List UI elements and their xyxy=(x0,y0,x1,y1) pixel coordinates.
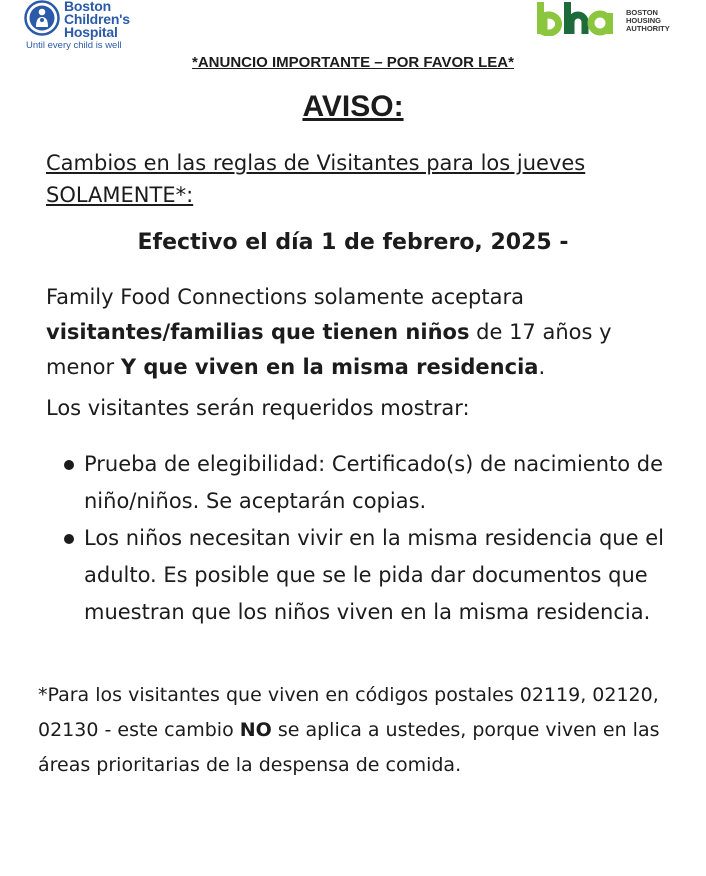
eligibility-text-3: . xyxy=(538,355,546,379)
bha-word-3: AUTHORITY xyxy=(626,24,670,33)
bch-name xyxy=(64,0,130,39)
bch-tagline: Until every child is well xyxy=(26,40,122,51)
important-notice-headline: *ANUNCIO IMPORTANTE – POR FAVOR LEA* xyxy=(192,54,514,71)
bch-name-line1: Boston xyxy=(64,0,112,14)
eligibility-paragraph xyxy=(46,280,666,385)
requirement-text: Prueba de elegibilidad: Certificado(s) de nacimiento de niño/niños. Se aceptarán copias. xyxy=(84,452,664,513)
bch-logo xyxy=(24,0,164,56)
footnote-bold-no: NO xyxy=(239,719,272,741)
effective-date: Efectivo el día 1 de febrero, 2025 - xyxy=(137,230,569,255)
bch-emblem-icon xyxy=(24,0,60,36)
list-item xyxy=(60,520,670,631)
list-item xyxy=(60,446,670,520)
bch-name-line3: Hospital xyxy=(64,24,118,40)
requirements-list xyxy=(60,446,670,631)
bha-wordmark xyxy=(626,9,670,33)
eligibility-bold-2: Y que viven en la misma residencia xyxy=(120,355,539,379)
eligibility-text-2: de 17 años y menor xyxy=(46,320,612,379)
bha-logo xyxy=(536,2,686,36)
bha-word-1: BOSTON xyxy=(626,8,658,17)
eligibility-text-1: Family Food Connections solamente aceptara xyxy=(46,285,524,309)
footnote-text-1: *Para los visitantes que viven en códigos postales 02119, 02120, 02130 - este cambio xyxy=(38,684,659,741)
requirements-intro: Los visitantes serán requeridos mostrar: xyxy=(46,396,470,420)
aviso-title: AVISO: xyxy=(302,90,404,123)
bullet-icon xyxy=(64,460,74,470)
eligibility-bold-1: visitantes/familias que tienen niños xyxy=(46,320,470,344)
footnote-text-2: se aplica a ustedes, porque viven en las áreas prioritarias de la despensa de comida. xyxy=(38,719,660,776)
requirement-text: Los niños necesitan vivir en la misma residencia que el adulto. Es posible que se le pida dar documentos que muestran que los niños viven en la misma residencia. xyxy=(84,526,664,624)
bha-mark-icon xyxy=(536,2,616,36)
bullet-icon xyxy=(64,534,74,544)
bch-name-line2: Children's xyxy=(64,11,130,27)
bha-word-2: HOUSING xyxy=(626,16,662,25)
rule-change-line: Cambios en las reglas de Visitantes para los jueves SOLAMENTE*: xyxy=(46,151,586,207)
zip-code-footnote xyxy=(38,678,668,783)
